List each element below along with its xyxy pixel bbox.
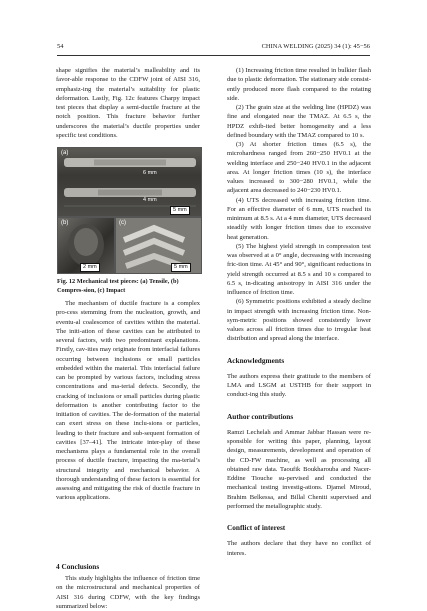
paragraph-fracture-shape: shape signifies the material’s malleability and its favor-able response to the CDFW joint of AISI 316, emphasiz-ing the material’s suitability for plastic deformation. Lastly, Fig. 12c features Charpy impact test pieces that display a semi-ductile fracture at the notch position. This fracture behavior further underscores the material’s ductile properties under specific test conditions. — [56, 67, 200, 139]
compression-specimen-photo — [57, 217, 115, 274]
right-column — [227, 66, 371, 558]
conclusions-heading: 4 Conclusions — [56, 562, 100, 571]
contributions-text: Ramzi Lechelah and Ammar Jabbar Hassan were re-sponsible for writing this paper, planning, layout design, measurements, development and operation of the CD-FW machine, as well as processing all obtained raw data. Taoufik Boukharouba and Nacer-Eddine Tiouche su-pervised and conducted the mechanical testing investig-ations. Djamel Miroud, Brahim Belkessa, and Billal Cheniti supervised and performed the metallographic study. — [227, 428, 371, 510]
impact-specimens-photo — [115, 217, 202, 274]
running-header — [57, 43, 370, 55]
scale-5mm-a: 5 mm — [170, 206, 190, 215]
finding-4: (4) UTS decreased with increasing friction time. For an effective diameter of 6 mm, UTS reached its minimum at 8.5 s. At a 4 mm diameter, UTS decreased steadily with longer friction times due to excessive heat generation. — [227, 196, 371, 241]
conflict-heading: Conflict of interest — [227, 523, 286, 532]
panel-c-label: (c) — [119, 220, 126, 226]
finding-6: (6) Symmetric positions exhibited a steady decline in impact strength with increasing friction time. Non-sym-metric positions showed consistently lower values across all friction times due to irregular heat distribution and spread along the interface. — [227, 298, 371, 343]
scale-6mm: 6 mm — [143, 170, 157, 176]
finding-5: (5) The highest yield strength in compression test was observed at a 0° angle, decreasing with increasing fric-tion time. At 45° and 90°, significant reductions in yield strength occurred at 8.5 s and 10 s compared to 6.5 s, in-dicating anisotropy in AISI 316 under the influence of friction time. — [227, 242, 371, 296]
journal-citation: CHINA WELDING (2025) 34 (1): 45−56 — [261, 43, 370, 50]
left-column-body — [56, 299, 200, 503]
figure-caption: Fig. 12 Mechanical test pieces: (a) Tensile, (b) Compres-sion, (c) Impact — [57, 278, 179, 294]
scale-2mm: 2 mm — [80, 263, 100, 272]
finding-2: (2) The grain size at the welding line (HPDZ) was fine and elongated near the TMAZ. At 6.5 s, the HPDZ exhib-ited better homogeneity and a less defined boundary with the TMAZ compared to 10 s. — [227, 104, 371, 139]
left-column — [56, 66, 200, 140]
acknowledgments-text: The authors express their gratitude to the members of LMA and LSGM at USTHB for their support in conduct-ing this study. — [227, 372, 371, 399]
conclusions-text: This study highlights the influence of friction time on the microstructural and mechanical properties of AISI 316 during CDFW, with the key findings summarized below: — [56, 575, 200, 610]
scale-5mm-c: 5 mm — [171, 263, 191, 272]
conflict-text: The authors declare that they have no conflict of interes. — [227, 540, 371, 557]
header-rule — [57, 55, 370, 56]
scale-4mm: 4 mm — [143, 197, 157, 203]
panel-b-label: (b) — [61, 220, 69, 226]
page-number: 54 — [57, 43, 64, 50]
panel-a-label: (a) — [61, 150, 69, 156]
acknowledgments-heading: Acknowledgments — [227, 355, 285, 365]
contributions-heading: Author contributions — [227, 411, 294, 421]
tensile-specimens-photo — [57, 147, 202, 217]
figure-12 — [57, 147, 200, 272]
finding-1: (1) Increasing friction time resulted in bulkier flash due to plastic deformation. The stationary side consist-ently produced more flash compared to the rotating side. — [227, 67, 371, 102]
conclusions-section — [56, 562, 200, 611]
paragraph-mechanism: The mechanism of ductile fracture is a complex pro-cess stemming from the nucleation, growth, and eventu-al coalescence of cavities within the material. The initi-ation of these cavities can be attributed to several factors, with two predominant explanations. Firstly, cav-ities may originate from interfacial failures occurring between inclusions or small particles embedded within the material. This interfacial failure can be prompted by various factors, including stress concentrations and ma-terial defects. Secondly, the cracking of inclusions or small particles during plastic deformation is another contributing factor to the initiation of cavities. The de-formation of the material can exert stress on these inclu-sions or particles, leading to their fracture and sub-sequent formation of cavities [37–41]. The intricate inter-play of these mechanisms plays a fundamental role in the overall process of ductile fracture, impacting the ma-terial’s structural integrity and mechanical behavior. A thorough understanding of these factors is essential for assessing and mitigating the risk of ductile fracture in various applications. — [56, 300, 200, 502]
finding-3: (3) At shorter friction times (6.5 s), the microhardness ranged from 260−250 HV0.1 at the welding interface and 250−240 HV0.1 in the adjacent area. At longer friction times (10 s), the interface values increased to 300−280 HV0.1, while the adjacent area decreased to 240−230 HV0.1. — [227, 141, 371, 195]
